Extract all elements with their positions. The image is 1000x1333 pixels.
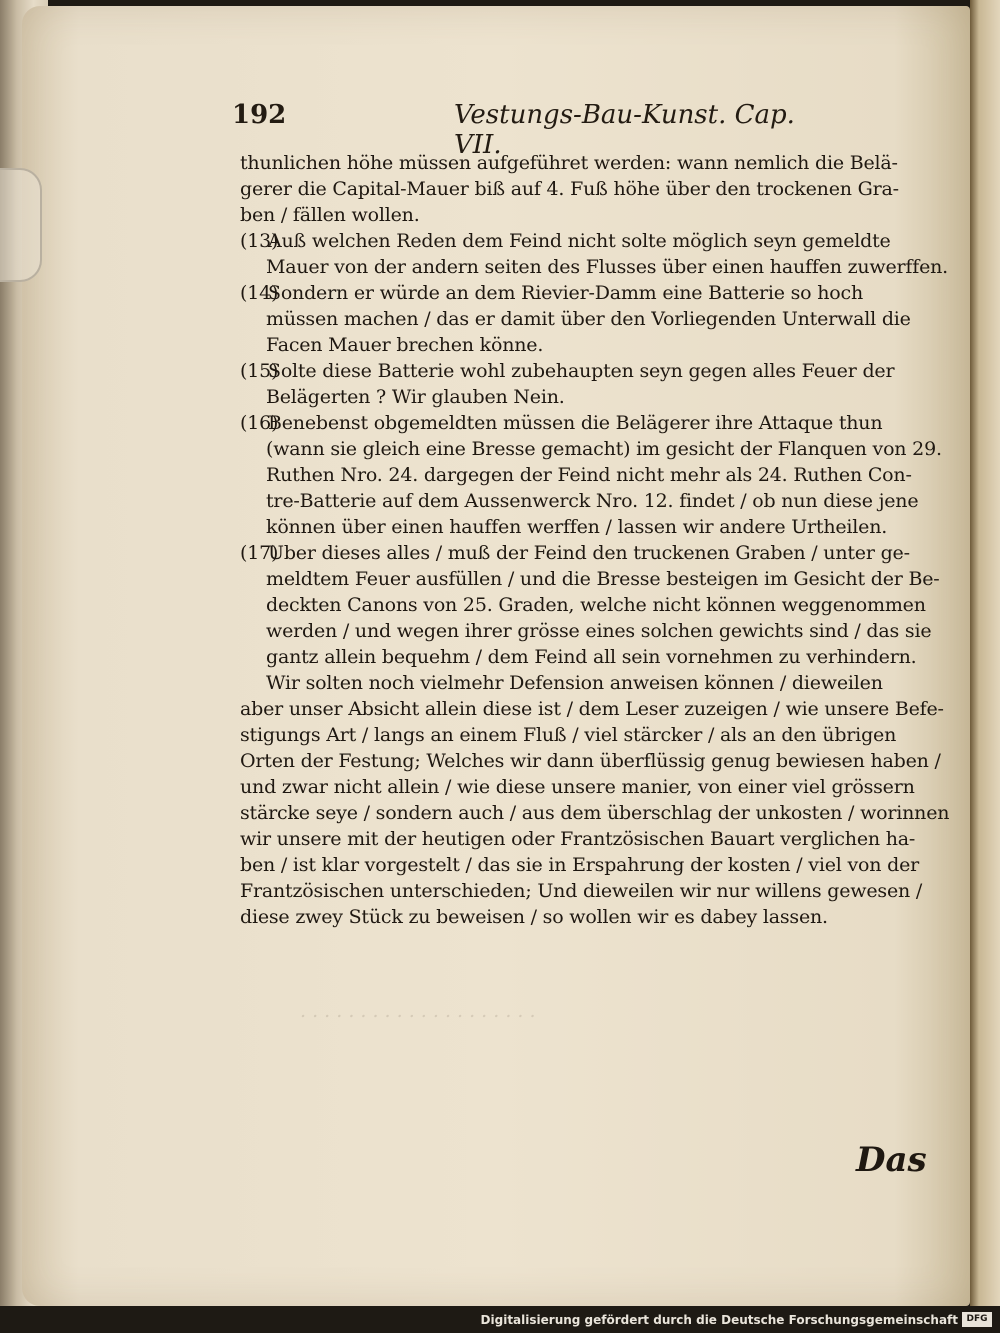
text-line bbox=[240, 592, 940, 618]
line-text: Facen Mauer brechen könne. bbox=[266, 334, 544, 356]
text-line bbox=[240, 722, 940, 748]
text-line bbox=[240, 462, 940, 488]
text-line bbox=[240, 540, 940, 566]
footer-bar bbox=[0, 1306, 1000, 1333]
running-head: Vestungs-Bau-Kunst. Cap. VII. bbox=[454, 100, 795, 160]
line-text: Belägerten ? Wir glauben Nein. bbox=[266, 386, 565, 408]
dfg-logo: DFG bbox=[962, 1312, 992, 1327]
line-text: können über einen hauffen werffen / lassen wir andere Urtheilen. bbox=[266, 516, 888, 538]
line-text: Auß welchen Reden dem Feind nicht solte möglich seyn gemeldte bbox=[268, 230, 891, 252]
catchword: Das bbox=[856, 1140, 927, 1180]
text-line bbox=[240, 878, 940, 904]
line-text: Orten der Festung; Welches wir dann überflüssig genug bewiesen haben / bbox=[240, 750, 941, 772]
text-line bbox=[240, 150, 940, 176]
text-line bbox=[240, 566, 940, 592]
text-line bbox=[240, 488, 940, 514]
page-header bbox=[232, 100, 812, 160]
text-line bbox=[240, 852, 940, 878]
text-line bbox=[240, 410, 940, 436]
line-text: gantz allein bequehm / dem Feind all sein vornehmen zu verhindern. bbox=[266, 646, 917, 668]
text-line bbox=[240, 774, 940, 800]
page-number: 192 bbox=[232, 100, 287, 130]
line-text: tre-Batterie auf dem Aussenwerck Nro. 12. findet / ob nun diese jene bbox=[266, 490, 919, 512]
line-text: deckten Canons von 25. Graden, welche nicht können weggenommen bbox=[266, 594, 926, 616]
text-line bbox=[240, 826, 940, 852]
text-line bbox=[240, 644, 940, 670]
line-text: Uber dieses alles / muß der Feind den truckenen Graben / unter ge- bbox=[268, 542, 910, 564]
line-text: diese zwey Stück zu beweisen / so wollen wir es dabey lassen. bbox=[240, 906, 828, 928]
text-line bbox=[240, 904, 940, 930]
text-line bbox=[240, 748, 940, 774]
line-text: (wann sie gleich eine Bresse gemacht) im gesicht der Flanquen von 29. bbox=[266, 438, 942, 460]
text-line bbox=[240, 696, 944, 722]
line-text: müssen machen / das er damit über den Vorliegenden Unterwall die bbox=[266, 308, 911, 330]
paragraph-number: (13) bbox=[240, 230, 279, 252]
line-text: Solte diese Batterie wohl zubehaupten seyn gegen alles Feuer der bbox=[268, 360, 895, 382]
paragraph-number: (14) bbox=[240, 282, 279, 304]
main-text bbox=[240, 150, 950, 930]
line-text: Sondern er würde an dem Rievier-Damm eine Batterie so hoch bbox=[268, 282, 864, 304]
line-text: meldtem Feuer ausfüllen / und die Bresse besteigen im Gesicht der Be- bbox=[266, 568, 940, 590]
text-line bbox=[240, 384, 940, 410]
text-line bbox=[240, 254, 949, 280]
text-line bbox=[240, 332, 940, 358]
text-line bbox=[240, 280, 940, 306]
line-text: Benebenst obgemeldten müssen die Belägerer ihre Attaque thun bbox=[268, 412, 883, 434]
line-text: aber unser Absicht allein diese ist / dem Leser zuzeigen / wie unsere Befe- bbox=[240, 698, 944, 720]
funding-credit: Digitalisierung gefördert durch die Deutsche Forschungsgemeinschaft bbox=[480, 1313, 958, 1327]
line-text: stärcke seye / sondern auch / aus dem überschlag der unkosten / worinnen bbox=[240, 802, 950, 824]
line-text: gerer die Capital-Mauer biß auf 4. Fuß höhe über den trockenen Gra- bbox=[240, 178, 899, 200]
line-text: Mauer von der andern seiten des Flusses über einen hauffen zuwerffen. bbox=[266, 256, 949, 278]
line-text: thunlichen höhe müssen aufgeführet werden: wann nemlich die Belä- bbox=[240, 152, 898, 174]
paragraph-number: (16) bbox=[240, 412, 279, 434]
line-text: werden / und wegen ihrer grösse eines solchen gewichts sind / das sie bbox=[266, 620, 932, 642]
line-text: und zwar nicht allein / wie diese unsere manier, von einer viel grössern bbox=[240, 776, 915, 798]
line-text: Ruthen Nro. 24. dargegen der Feind nicht mehr als 24. Ruthen Con- bbox=[266, 464, 912, 486]
line-text: ben / fällen wollen. bbox=[240, 204, 420, 226]
paragraph-number: (15) bbox=[240, 360, 279, 382]
facing-page-edge bbox=[970, 0, 1000, 1333]
page-clip bbox=[0, 168, 42, 282]
paragraph-number: (17) bbox=[240, 542, 279, 564]
text-line bbox=[240, 202, 940, 228]
line-text: stigungs Art / langs an einem Fluß / viel stärcker / als an den übrigen bbox=[240, 724, 897, 746]
text-line bbox=[240, 306, 940, 332]
line-text: wir unsere mit der heutigen oder Frantzösischen Bauart verglichen ha- bbox=[240, 828, 916, 850]
line-text: Frantzösischen unterschieden; Und dieweilen wir nur willens gewesen / bbox=[240, 880, 923, 902]
text-line bbox=[240, 800, 950, 826]
text-line bbox=[240, 228, 940, 254]
text-line bbox=[240, 358, 940, 384]
text-line bbox=[240, 176, 940, 202]
show-through-text: . . . . . . . . . . . . . . . . . . . . bbox=[300, 1000, 536, 1022]
text-line bbox=[240, 514, 940, 540]
text-line bbox=[240, 436, 940, 462]
line-text: ben / ist klar vorgestelt / das sie in Erspahrung der kosten / viel von der bbox=[240, 854, 920, 876]
text-line bbox=[240, 670, 940, 696]
text-line bbox=[240, 618, 940, 644]
line-text: Wir solten noch vielmehr Defension anweisen können / dieweilen bbox=[266, 672, 883, 694]
